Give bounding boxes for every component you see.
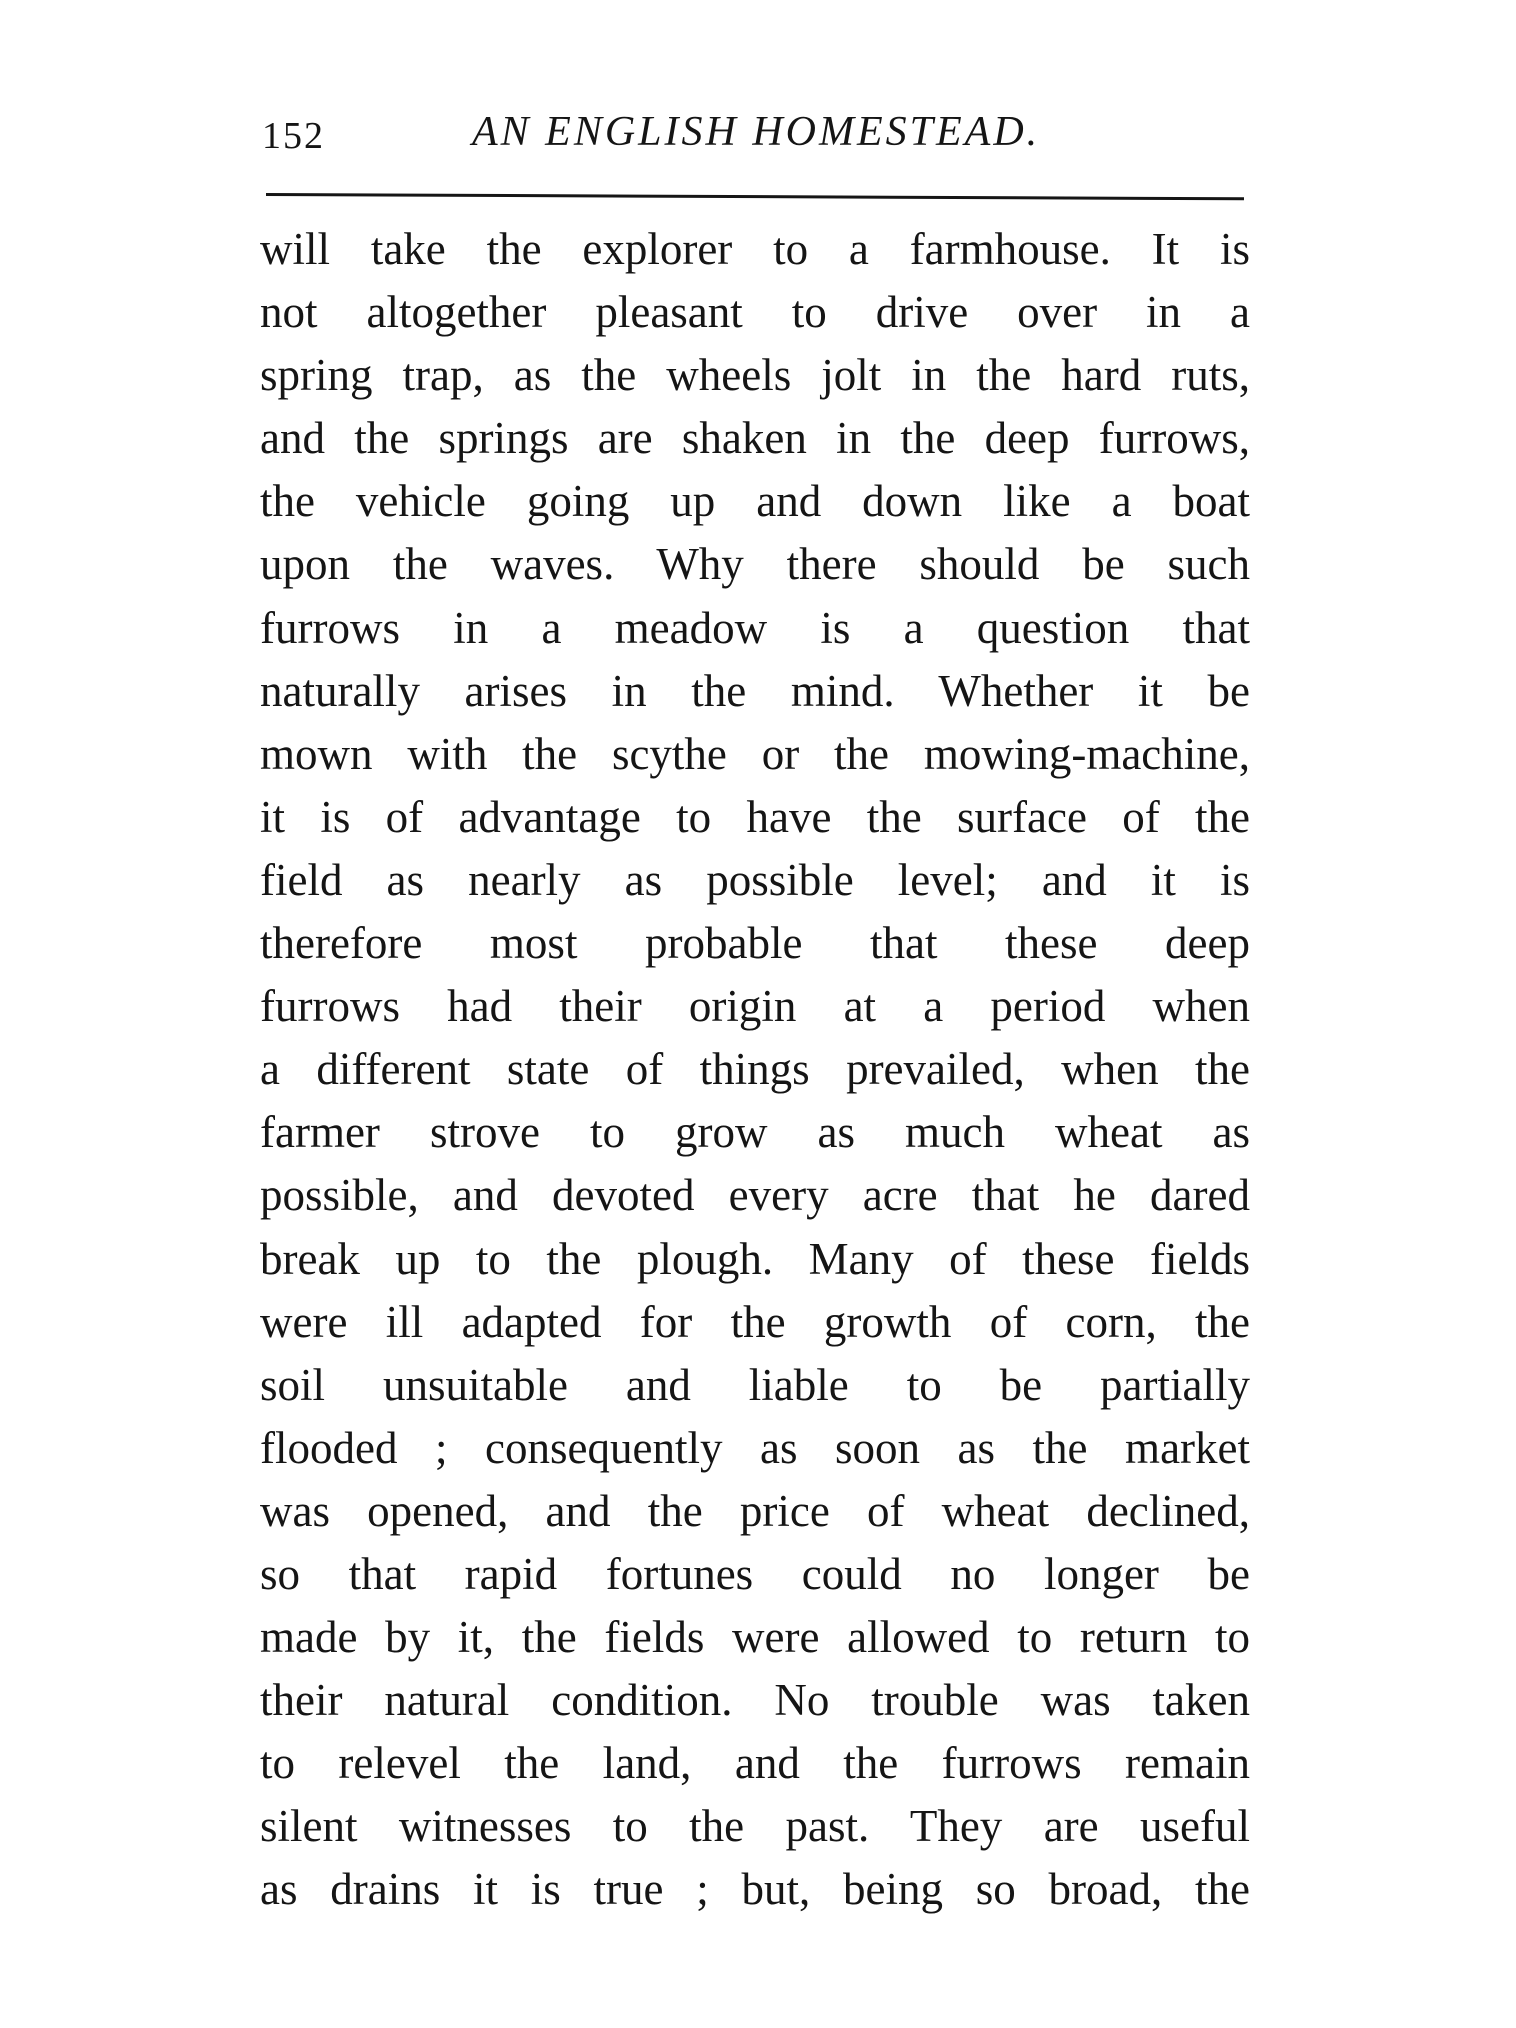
text-line: to relevel the land, and the furrows remain xyxy=(260,1738,1250,1789)
text-line: possible, and devoted every acre that he dared xyxy=(260,1170,1250,1221)
text-line: and the springs are shaken in the deep furrows, xyxy=(260,413,1250,464)
page-number: 152 xyxy=(262,115,325,157)
text-line: mown with the scythe or the mowing-machine, xyxy=(260,728,1250,779)
text-line: field as nearly as possible level; and it is xyxy=(260,854,1250,905)
running-title: AN ENGLISH HOMESTEAD. xyxy=(472,109,1041,155)
text-line: made by it, the fields were allowed to return to xyxy=(260,1612,1250,1663)
text-line: the vehicle going up and down like a boat xyxy=(260,476,1250,527)
text-line: upon the waves. Why there should be such xyxy=(260,539,1250,590)
text-line: were ill adapted for the growth of corn, the xyxy=(260,1296,1250,1347)
text-line: spring trap, as the wheels jolt in the hard ruts, xyxy=(260,350,1250,401)
text-line: so that rapid fortunes could no longer be xyxy=(260,1548,1250,1599)
text-line: flooded ; consequently as soon as the market xyxy=(260,1422,1250,1473)
text-line: their natural condition. No trouble was taken xyxy=(260,1675,1250,1726)
text-line: it is of advantage to have the surface of the xyxy=(260,791,1250,842)
page-header xyxy=(262,108,1242,168)
text-line: naturally arises in the mind. Whether it be xyxy=(260,665,1250,716)
header-rule xyxy=(266,193,1244,200)
text-line: furrows had their origin at a period when xyxy=(260,981,1250,1032)
text-line: a different state of things prevailed, when the xyxy=(260,1044,1250,1095)
text-line: therefore most probable that these deep xyxy=(260,918,1250,969)
text-line: not altogether pleasant to drive over in a xyxy=(260,287,1250,338)
text-line: farmer strove to grow as much wheat as xyxy=(260,1107,1250,1158)
text-line: furrows in a meadow is a question that xyxy=(260,602,1250,653)
text-line: soil unsuitable and liable to be partially xyxy=(260,1359,1250,1410)
text-line: as drains it is true ; but, being so broad, the xyxy=(260,1864,1250,1915)
text-line: was opened, and the price of wheat declined, xyxy=(260,1485,1250,1536)
text-line: silent witnesses to the past. They are useful xyxy=(260,1801,1250,1852)
body-text xyxy=(260,218,1250,1922)
text-line: will take the explorer to a farmhouse. It is xyxy=(260,224,1250,274)
text-line: break up to the plough. Many of these fields xyxy=(260,1233,1250,1284)
